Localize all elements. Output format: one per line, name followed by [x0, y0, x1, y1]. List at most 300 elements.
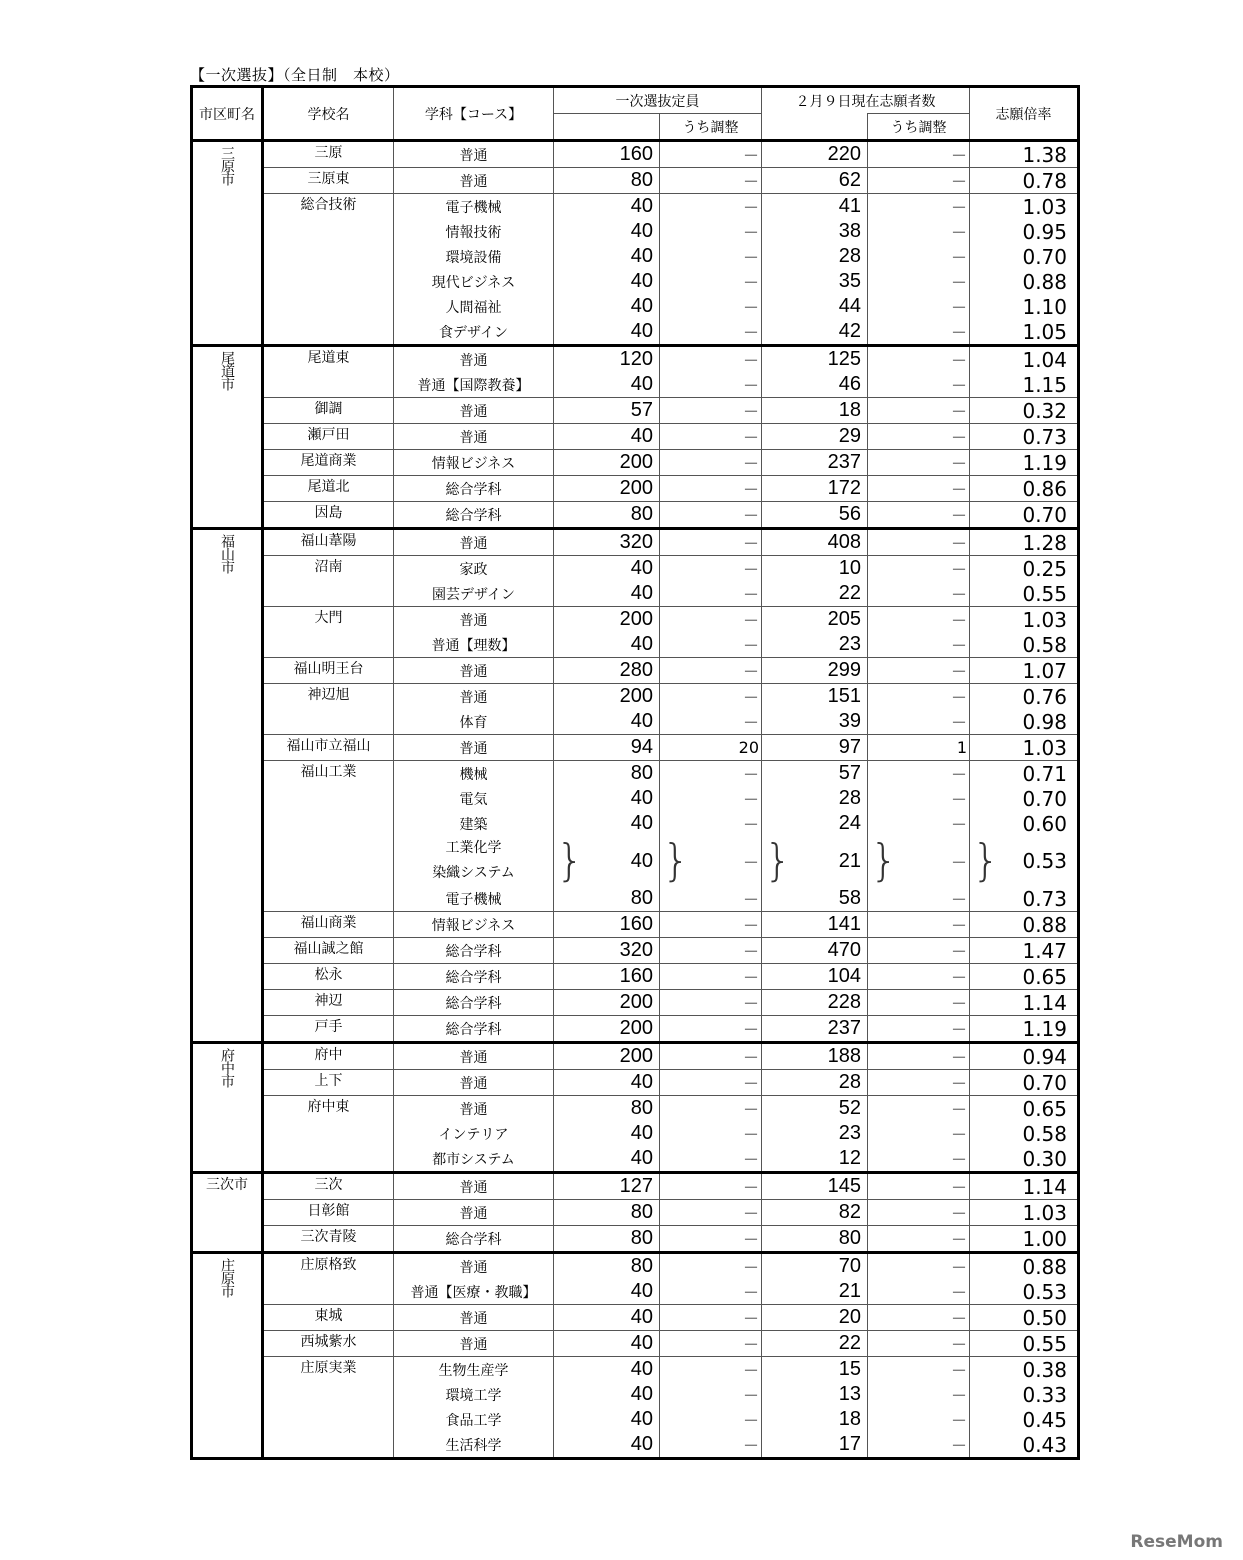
quota-value: 80: [554, 168, 660, 194]
city-name: 福山市: [219, 534, 235, 573]
course-name: 生活科学: [394, 1432, 554, 1459]
applicants-adj-value: －: [868, 1146, 970, 1173]
quota-adj-value-value: －: [742, 852, 759, 872]
school-name: 福山工業: [263, 761, 394, 912]
course-name: 普通: [394, 684, 554, 710]
applicants-value: 18: [762, 1407, 868, 1432]
applicants-value: 104: [762, 964, 868, 990]
ratio-value: 1.05: [970, 319, 1079, 346]
table-row: [192, 346, 1079, 373]
course-name: 都市システム: [394, 1146, 554, 1173]
school-name: 沼南: [263, 556, 394, 607]
quota-adj-value: －: [660, 294, 762, 319]
quota-adj-value: －: [660, 786, 762, 811]
course-name: 普通: [394, 1173, 554, 1200]
ratio-value: 1.28: [970, 529, 1079, 556]
course-name: 普通【理数】: [394, 632, 554, 658]
city-name: 三次市: [206, 1177, 248, 1193]
quota-adj-value: －: [660, 811, 762, 836]
quota-adj-value: －: [660, 424, 762, 450]
applicants-value: 82: [762, 1200, 868, 1226]
applicants-value: 57: [762, 761, 868, 787]
table-row: [192, 168, 1079, 194]
quota-adj-value: －: [660, 219, 762, 244]
applicants-adj-value: －: [868, 1173, 970, 1200]
quota-adj-value: －: [660, 502, 762, 529]
city-name: 府中市: [219, 1048, 235, 1087]
applicants-adj-value: 1: [868, 735, 970, 761]
course-name: 普通: [394, 1253, 554, 1280]
applicants-value: 52: [762, 1096, 868, 1122]
ratio-value: 0.70: [970, 502, 1079, 529]
applicants-value: 46: [762, 372, 868, 398]
quota-value: 40: [554, 1357, 660, 1383]
quota-value: 200: [554, 1016, 660, 1043]
school-name: 三次青陵: [263, 1226, 394, 1253]
ratio-value: 0.55: [970, 581, 1079, 607]
course-name: 生物生産学: [394, 1357, 554, 1383]
applicants-adj-value: －: [868, 556, 970, 582]
table-row: [192, 761, 1079, 787]
table-row: [192, 1253, 1079, 1280]
quota-adj-value: －: [660, 581, 762, 607]
admissions-table: [190, 85, 1080, 1460]
header-city: 市区町名: [192, 87, 263, 141]
quota-value: 40: [554, 1070, 660, 1096]
city-cell: [192, 346, 263, 529]
ratio-value: 0.38: [970, 1357, 1079, 1383]
applicants-adj-value: －: [868, 990, 970, 1016]
quota-value: 40: [554, 811, 660, 836]
quota-adj-value: －: [660, 1200, 762, 1226]
applicants-adj-value: －: [868, 529, 970, 556]
school-name: 神辺: [263, 990, 394, 1016]
course-name: 総合学科: [394, 476, 554, 502]
quota-adj-value: －: [660, 1305, 762, 1331]
school-name: 府中: [263, 1043, 394, 1070]
course-name: 食デザイン: [394, 319, 554, 346]
table-row: [192, 1200, 1079, 1226]
school-name: 福山明王台: [263, 658, 394, 684]
ratio-value: 0.50: [970, 1305, 1079, 1331]
quota-adj-value: －: [660, 269, 762, 294]
applicants-value: 62: [762, 168, 868, 194]
applicants-adj-value: －: [868, 346, 970, 373]
quota-adj-value: －: [660, 1331, 762, 1357]
course-name: 普通: [394, 398, 554, 424]
quota-value: 80: [554, 1096, 660, 1122]
applicants-value: 35: [762, 269, 868, 294]
course-name: インテリア: [394, 1121, 554, 1146]
course-name: 環境工学: [394, 1382, 554, 1407]
applicants-value: 237: [762, 450, 868, 476]
course-name: 家政: [394, 556, 554, 582]
quota-adj-value: －: [660, 964, 762, 990]
applicants-adj-value: －: [868, 1382, 970, 1407]
school-name: 三原: [263, 141, 394, 168]
quota-value: 200: [554, 684, 660, 710]
ratio-value-value: 0.53: [1022, 849, 1067, 873]
ratio-value: 0.58: [970, 1121, 1079, 1146]
quota-value: 160: [554, 912, 660, 938]
course-name: 情報技術: [394, 219, 554, 244]
table-row: [192, 1331, 1079, 1357]
quota-adj-value: －: [660, 1043, 762, 1070]
ratio-value: 0.88: [970, 269, 1079, 294]
quota-adj-value: [660, 836, 762, 886]
applicants-adj-value: －: [868, 1407, 970, 1432]
school-name: 上下: [263, 1070, 394, 1096]
brace-icon: }: [972, 835, 1000, 886]
resemom-logo: ReseMom: [1130, 1532, 1223, 1552]
ratio-value: 1.10: [970, 294, 1079, 319]
school-name: 庄原格致: [263, 1253, 394, 1305]
applicants-value: 21: [762, 1279, 868, 1305]
quota-value: 40: [554, 294, 660, 319]
school-name: 福山葦陽: [263, 529, 394, 556]
table-row: [192, 1305, 1079, 1331]
table-row: [192, 1173, 1079, 1200]
applicants-adj-value: －: [868, 476, 970, 502]
header-quota-adj: うち調整: [660, 114, 762, 141]
quota-adj-value: －: [660, 709, 762, 735]
applicants-adj-value: －: [868, 761, 970, 787]
table-row: [192, 735, 1079, 761]
school-name: 東城: [263, 1305, 394, 1331]
ratio-value: 0.25: [970, 556, 1079, 582]
ratio-value: 0.88: [970, 912, 1079, 938]
applicants-adj-value: －: [868, 1070, 970, 1096]
applicants-adj-value: －: [868, 1016, 970, 1043]
applicants-value: 408: [762, 529, 868, 556]
quota-adj-value: －: [660, 1226, 762, 1253]
applicants-adj-value: －: [868, 502, 970, 529]
quota-adj-value: －: [660, 1432, 762, 1459]
quota-adj-value: －: [660, 372, 762, 398]
header-quota: 一次選抜定員: [554, 87, 762, 114]
applicants-value-value: 21: [838, 849, 861, 872]
quota-adj-value: －: [660, 346, 762, 373]
city-cell: [192, 1173, 263, 1253]
quota-value: 40: [554, 244, 660, 269]
quota-value: 320: [554, 529, 660, 556]
quota-value: 280: [554, 658, 660, 684]
table-row: [192, 556, 1079, 582]
applicants-value: 22: [762, 1331, 868, 1357]
ratio-value: 0.94: [970, 1043, 1079, 1070]
applicants-adj-value: －: [868, 141, 970, 168]
applicants-value: 18: [762, 398, 868, 424]
school-name: 松永: [263, 964, 394, 990]
school-name: 大門: [263, 607, 394, 658]
school-name: 庄原実業: [263, 1357, 394, 1459]
course-name: 情報ビジネス: [394, 912, 554, 938]
ratio-value: 0.86: [970, 476, 1079, 502]
header-applicants-adj: うち調整: [868, 114, 970, 141]
ratio-value: 0.70: [970, 244, 1079, 269]
quota-adj-value: －: [660, 1096, 762, 1122]
header-applicants: ２月９日現在志願者数: [762, 87, 970, 114]
quota-value: 40: [554, 219, 660, 244]
applicants-value: 228: [762, 990, 868, 1016]
table-row: [192, 684, 1079, 710]
quota-adj-value: －: [660, 761, 762, 787]
course-name: 電気: [394, 786, 554, 811]
course-name: 総合学科: [394, 964, 554, 990]
ratio-value: 1.03: [970, 735, 1079, 761]
course-name: 普通: [394, 1331, 554, 1357]
school-name: 福山市立福山: [263, 735, 394, 761]
quota-adj-value: －: [660, 168, 762, 194]
applicants-value: 44: [762, 294, 868, 319]
quota-adj-value: －: [660, 938, 762, 964]
ratio-value: 0.30: [970, 1146, 1079, 1173]
applicants-adj-value: －: [868, 938, 970, 964]
ratio-value: 1.38: [970, 141, 1079, 168]
applicants-adj-value: －: [868, 581, 970, 607]
quota-adj-value: －: [660, 658, 762, 684]
quota-value: 320: [554, 938, 660, 964]
quota-value: 80: [554, 1200, 660, 1226]
applicants-adj-value: －: [868, 1331, 970, 1357]
quota-adj-value: －: [660, 1173, 762, 1200]
header-ratio: 志願倍率: [970, 87, 1079, 141]
header-quota-blank: [554, 114, 660, 141]
applicants-adj-value: －: [868, 398, 970, 424]
quota-value: 80: [554, 502, 660, 529]
quota-value: 40: [554, 786, 660, 811]
applicants-value: 23: [762, 1121, 868, 1146]
city-name: 尾道市: [219, 351, 235, 390]
applicants-adj-value: －: [868, 632, 970, 658]
ratio-value: 0.71: [970, 761, 1079, 787]
table-row: [192, 658, 1079, 684]
applicants-value: 205: [762, 607, 868, 633]
applicants-value: 17: [762, 1432, 868, 1459]
course-name: 電子機械: [394, 886, 554, 912]
course-name: 普通: [394, 1200, 554, 1226]
course-name: 普通: [394, 607, 554, 633]
applicants-value: 237: [762, 1016, 868, 1043]
applicants-value: 70: [762, 1253, 868, 1280]
table-row: [192, 398, 1079, 424]
ratio-value: 0.43: [970, 1432, 1079, 1459]
applicants-adj-value: －: [868, 194, 970, 220]
ratio-value: 0.78: [970, 168, 1079, 194]
applicants-adj-value: －: [868, 1253, 970, 1280]
applicants-adj-value: －: [868, 1305, 970, 1331]
quota-value: 40: [554, 709, 660, 735]
quota-adj-value: －: [660, 990, 762, 1016]
applicants-value: 56: [762, 502, 868, 529]
quota-value: 40: [554, 1146, 660, 1173]
course-name: 普通: [394, 1070, 554, 1096]
quota-value-value: 40: [630, 849, 653, 872]
table-row: [192, 990, 1079, 1016]
applicants-adj-value: －: [868, 964, 970, 990]
quota-value: 127: [554, 1173, 660, 1200]
quota-value: 40: [554, 581, 660, 607]
table-row: [192, 1016, 1079, 1043]
table-row: [192, 1226, 1079, 1253]
quota-adj-value: －: [660, 398, 762, 424]
course-name: 普通: [394, 424, 554, 450]
quota-adj-value: －: [660, 244, 762, 269]
applicants-adj-value: －: [868, 269, 970, 294]
course-name-2: 染織システム: [432, 865, 515, 881]
applicants-value: 20: [762, 1305, 868, 1331]
applicants-value: 151: [762, 684, 868, 710]
quota-adj-value: －: [660, 632, 762, 658]
header-school: 学校名: [263, 87, 394, 141]
applicants-value: 28: [762, 1070, 868, 1096]
brace-icon: }: [764, 835, 792, 886]
applicants-value: 125: [762, 346, 868, 373]
applicants-value: 23: [762, 632, 868, 658]
ratio-value: 1.14: [970, 990, 1079, 1016]
brace-icon: }: [662, 835, 690, 886]
ratio-value: 1.07: [970, 658, 1079, 684]
applicants-value: 188: [762, 1043, 868, 1070]
applicants-adj-value: －: [868, 1357, 970, 1383]
quota-value: [554, 836, 660, 886]
quota-value: 40: [554, 1279, 660, 1305]
course-name: 総合学科: [394, 502, 554, 529]
applicants-adj-value-value: －: [950, 852, 967, 872]
course-name: 普通【医療・教職】: [394, 1279, 554, 1305]
quota-value: 200: [554, 990, 660, 1016]
course-name: 総合学科: [394, 1226, 554, 1253]
city-name: 庄原市: [219, 1258, 235, 1297]
applicants-value: 172: [762, 476, 868, 502]
quota-value: 120: [554, 346, 660, 373]
ratio-value: 0.60: [970, 811, 1079, 836]
quota-value: 200: [554, 450, 660, 476]
quota-adj-value: －: [660, 319, 762, 346]
applicants-adj-value: －: [868, 219, 970, 244]
applicants-adj-value: －: [868, 607, 970, 633]
applicants-value: 58: [762, 886, 868, 912]
ratio-value: 1.00: [970, 1226, 1079, 1253]
ratio-value: 0.70: [970, 1070, 1079, 1096]
applicants-adj-value: －: [868, 1200, 970, 1226]
quota-value: 94: [554, 735, 660, 761]
table-row: [192, 912, 1079, 938]
course-name: 情報ビジネス: [394, 450, 554, 476]
ratio-value: 1.04: [970, 346, 1079, 373]
table-row: [192, 1043, 1079, 1070]
course-name: 普通: [394, 658, 554, 684]
quota-adj-value: －: [660, 886, 762, 912]
quota-value: 57: [554, 398, 660, 424]
brace-icon: }: [556, 835, 584, 886]
ratio-value: 1.19: [970, 1016, 1079, 1043]
quota-value: 200: [554, 607, 660, 633]
quota-value: 40: [554, 424, 660, 450]
city-cell: [192, 141, 263, 346]
ratio-value: 0.65: [970, 1096, 1079, 1122]
applicants-adj-value: －: [868, 1279, 970, 1305]
quota-value: 40: [554, 194, 660, 220]
course-name: 総合学科: [394, 938, 554, 964]
school-name: 三原東: [263, 168, 394, 194]
quota-value: 40: [554, 1432, 660, 1459]
course-name: 電子機械: [394, 194, 554, 220]
ratio-value: 1.19: [970, 450, 1079, 476]
ratio-value: 0.73: [970, 424, 1079, 450]
applicants-adj-value: －: [868, 168, 970, 194]
applicants-adj-value: －: [868, 1432, 970, 1459]
quota-adj-value: －: [660, 912, 762, 938]
school-name: 尾道北: [263, 476, 394, 502]
course-name: [394, 836, 554, 886]
applicants-value: 141: [762, 912, 868, 938]
quota-value: 40: [554, 269, 660, 294]
course-name: 機械: [394, 761, 554, 787]
school-name: 尾道東: [263, 346, 394, 398]
school-name: 御調: [263, 398, 394, 424]
applicants-value: 41: [762, 194, 868, 220]
quota-adj-value: －: [660, 476, 762, 502]
course-name: 普通: [394, 346, 554, 373]
city-cell: [192, 529, 263, 1043]
quota-value: 80: [554, 886, 660, 912]
quota-value: 40: [554, 1407, 660, 1432]
school-name: 府中東: [263, 1096, 394, 1173]
applicants-value: 28: [762, 244, 868, 269]
quota-adj-value: －: [660, 1016, 762, 1043]
course-name: 普通: [394, 735, 554, 761]
applicants-adj-value: －: [868, 294, 970, 319]
school-name: 因島: [263, 502, 394, 529]
ratio-value: 0.88: [970, 1253, 1079, 1280]
quota-adj-value: －: [660, 684, 762, 710]
applicants-adj-value: －: [868, 811, 970, 836]
brace-icon: }: [870, 835, 898, 886]
applicants-adj-value: －: [868, 424, 970, 450]
table-row: [192, 450, 1079, 476]
applicants-value: 470: [762, 938, 868, 964]
applicants-value: 29: [762, 424, 868, 450]
table-row: [192, 424, 1079, 450]
applicants-value: 299: [762, 658, 868, 684]
ratio-value: 1.47: [970, 938, 1079, 964]
table-caption: 【一次選抜】（全日制 本校）: [190, 66, 400, 84]
quota-value: 40: [554, 1382, 660, 1407]
quota-value: 40: [554, 319, 660, 346]
applicants-adj-value: －: [868, 319, 970, 346]
quota-value: 80: [554, 761, 660, 787]
quota-adj-value: －: [660, 1279, 762, 1305]
quota-value: 200: [554, 1043, 660, 1070]
ratio-value: 0.53: [970, 1279, 1079, 1305]
applicants-value: [762, 836, 868, 886]
table-row: [192, 1096, 1079, 1122]
ratio-value: 0.73: [970, 886, 1079, 912]
applicants-adj-value: －: [868, 1096, 970, 1122]
table-row: [192, 607, 1079, 633]
applicants-value: 220: [762, 141, 868, 168]
ratio-value: 0.58: [970, 632, 1079, 658]
quota-value: 40: [554, 556, 660, 582]
school-name: 福山誠之館: [263, 938, 394, 964]
school-name: 総合技術: [263, 194, 394, 346]
course-name: 普通: [394, 168, 554, 194]
ratio-value: 0.45: [970, 1407, 1079, 1432]
ratio-value: 0.98: [970, 709, 1079, 735]
quota-value: 80: [554, 1226, 660, 1253]
quota-value: 40: [554, 1331, 660, 1357]
